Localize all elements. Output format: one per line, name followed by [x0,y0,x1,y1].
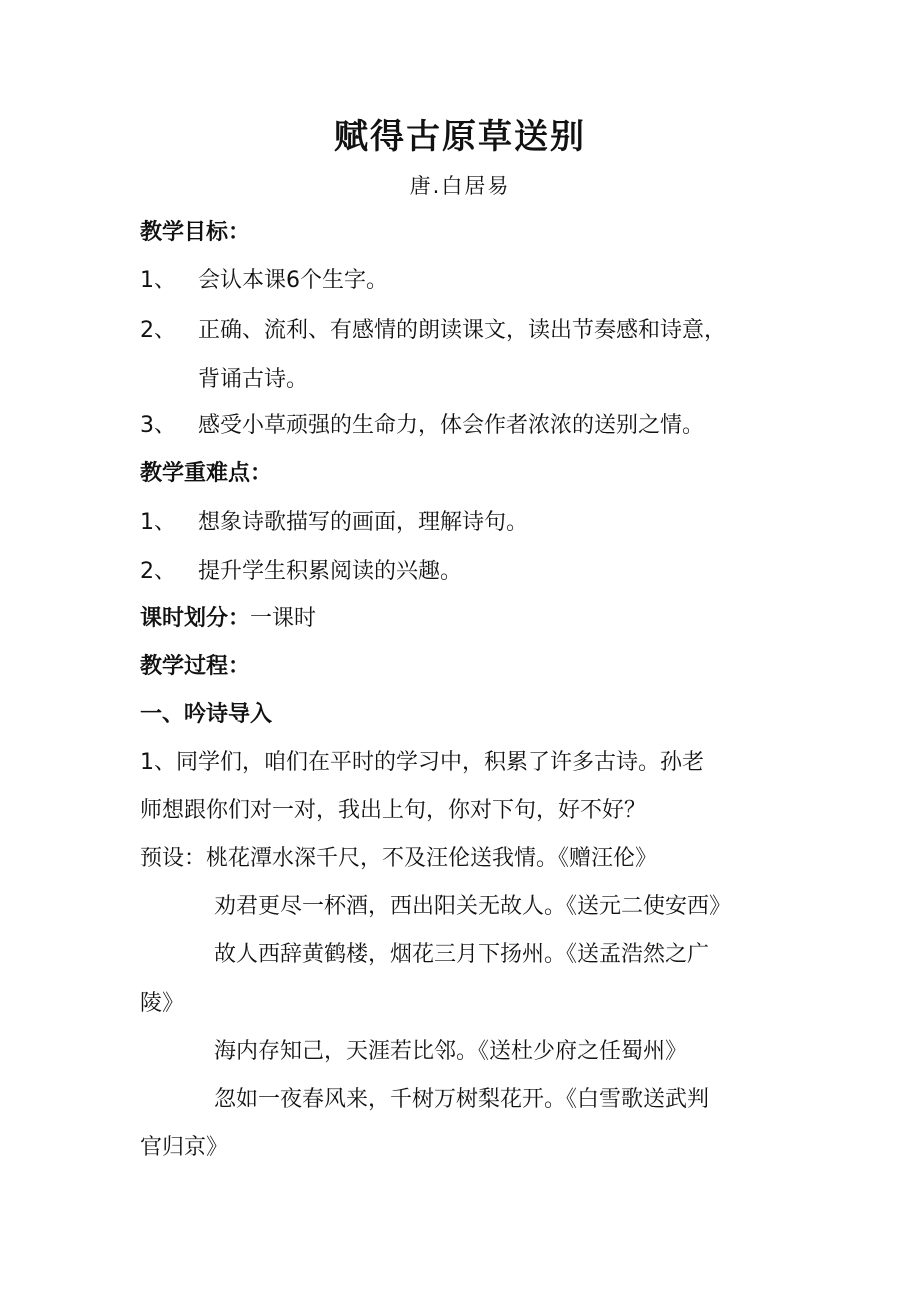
poem-author: 唐.白居易 [409,174,511,198]
objective-text: 会认本课6个生字。 [198,268,388,293]
key-point-text: 想象诗歌描写的画面，理解诗句。 [198,510,529,535]
poem-line-continued: 陵》 [140,991,185,1016]
objective-number: 2、 [140,318,176,343]
poem-line: 故人西辞黄鹤楼，烟花三月下扬州。《送孟浩然之广 [214,942,710,967]
poem-line-continued: 官归京》 [140,1135,229,1160]
poem-line: 忽如一夜春风来，千树万树梨花开。《白雪歌送武判 [214,1087,710,1112]
poem-line: 桃花潭水深千尺，不及汪伦送我情。《赠汪伦》 [206,846,658,871]
key-point-number: 2、 [140,559,176,584]
key-point-item-2 [140,558,462,586]
key-point-number: 1、 [140,510,176,535]
objective-item-3 [140,412,704,440]
key-point-text: 提升学生积累阅读的兴趣。 [198,559,463,584]
paragraph-line: 师想跟你们对一对，我出上句，你对下句，好不好？ [140,798,647,823]
poem-line: 海内存知己，天涯若比邻。《送杜少府之任蜀州》 [214,1039,688,1064]
class-time-value: 一课时 [250,606,317,631]
objective-text: 感受小草顽强的生命力，体会作者浓浓的送别之情。 [198,413,705,438]
objective-item-2 [140,317,726,345]
preset-label: 预设： [140,846,207,871]
objective-number: 1、 [140,268,176,293]
poem-title: 赋得古原草送别 [334,117,586,157]
class-time-label: 课时划分： [140,606,251,631]
objective-item-2-continued: 背诵古诗。 [198,367,309,392]
section-heading-1: 一、吟诗导入 [140,702,273,727]
objectives-heading: 教学目标： [140,220,251,245]
objective-item-1 [140,267,388,295]
objective-text: 正确、流利、有感情的朗读课文，读出节奏感和诗意， [198,318,727,343]
class-time-line [140,605,316,633]
process-heading: 教学过程： [140,654,251,679]
key-point-item-1 [140,509,528,537]
paragraph-line: 1、同学们，咱们在平时的学习中，积累了许多古诗。孙老 [140,750,704,775]
poem-line: 劝君更尽一杯酒，西出阳关无故人。《送元二使安西》 [214,894,732,919]
preset-line [140,845,657,873]
key-points-heading: 教学重难点： [140,461,273,486]
objective-number: 3、 [140,413,176,438]
